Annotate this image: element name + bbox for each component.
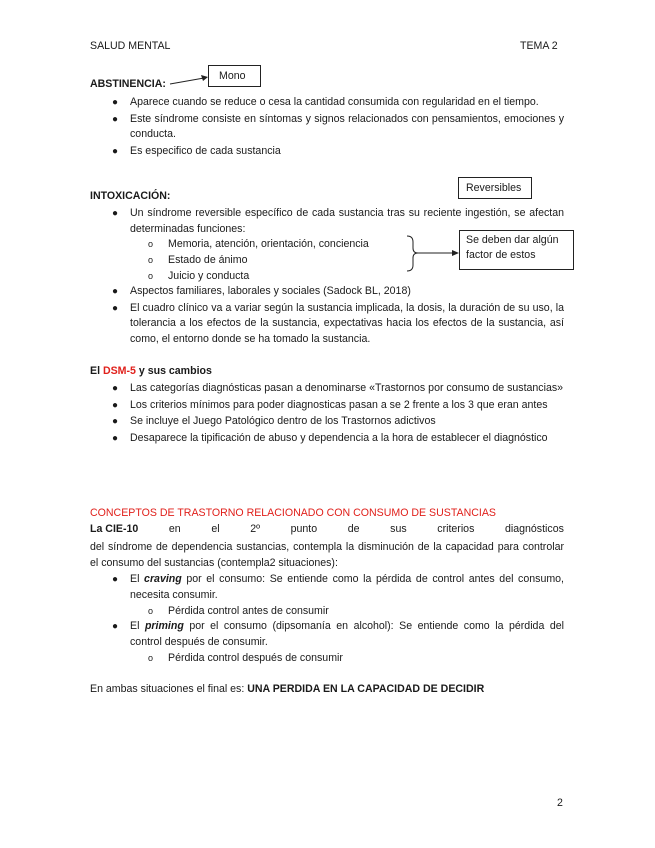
header-topic: TEMA 2 [520, 40, 558, 52]
list-item: o Pérdida control después de consumir [148, 652, 343, 664]
list-item: ● Este síndrome consiste en síntomas y signos relacionados con pensamientos, emociones y conducta. [112, 112, 564, 141]
list-item: ● Las categorías diagnósticas pasan a denominarse «Trastornos por consumo de sustancias» [112, 382, 564, 394]
priming-sublist [148, 650, 343, 666]
dsm-title: El DSM-5 y sus cambios [90, 365, 212, 377]
factor-box: Se deben dar algún factor de estos [459, 230, 574, 270]
list-item: ● Aspectos familiares, laborales y sociales (Sadock BL, 2018) [112, 285, 411, 297]
list-item: ● Se incluye el Juego Patológico dentro de los Trastornos adictivos [112, 415, 436, 428]
list-item: o Juicio y conducta [148, 270, 250, 282]
list-item: ● El priming por el consumo (dipsomanía en alcohol): Se entiende como la pérdida del control después de consumir. [112, 620, 564, 648]
page-number: 2 [557, 797, 563, 809]
arrow-icon [168, 72, 210, 88]
intoxicacion-sublist [148, 236, 369, 284]
list-item: ● Los criterios mínimos para poder diagnosticas pasan a se 2 frente a los 3 que eran antes [112, 398, 548, 411]
final-statement: En ambas situaciones el final es: UNA PERDIDA EN LA CAPACIDAD DE DECIDIR [90, 683, 485, 695]
list-item: o Pérdida control antes de consumir [148, 605, 329, 617]
conceptos-intro-line: La CIE-10 en el 2º punto de sus criterios diagnósticos [90, 523, 564, 535]
craving-list [112, 572, 564, 604]
list-item: ● El craving por el consumo: Se entiende como la pérdida de control antes del consumo, necesita consumir. [112, 573, 564, 601]
list-item: ● El cuadro clínico va a variar según la sustancia implicada, la dosis, la duración de su uso, la tolerancia a los efectos de la sustancia, expectativas hacia los efectos de la sustancia, así como, el entorno donde se ha tomado la sustancia. [112, 301, 564, 345]
reversibles-box: Reversibles [458, 177, 532, 199]
brace-arrow-icon [404, 234, 460, 274]
dsm-list [112, 381, 564, 447]
intoxicacion-list-2 [112, 284, 564, 348]
conceptos-intro-rest: del síndrome de dependencia sustancias, contempla la disminución de la capacidad para controlar el consumo del sustancias (contempla2 situaciones): [90, 541, 564, 569]
list-item: o Memoria, atención, orientación, conciencia [148, 238, 369, 250]
dsm-highlight: DSM-5 [102, 365, 136, 377]
abstinencia-list [112, 95, 564, 160]
conceptos-title: CONCEPTOS DE TRASTORNO RELACIONADO CON CONSUMO DE SUSTANCIAS [90, 507, 496, 519]
header-subject: SALUD MENTAL [90, 40, 171, 52]
list-item: ● Aparece cuando se reduce o cesa la cantidad consumida con regularidad en el tiempo. [112, 96, 539, 108]
list-item: ● Es especifico de cada sustancia [112, 144, 281, 157]
list-item: ● Un síndrome reversible específico de cada sustancia tras su reciente ingestión, se afectan determinadas funciones: [112, 207, 564, 235]
craving-sublist [148, 603, 329, 619]
intoxicacion-title: INTOXICACIÓN: [90, 190, 171, 202]
list-item: o Estado de ánimo [148, 254, 248, 266]
priming-list [112, 619, 564, 651]
abstinencia-title: ABSTINENCIA: [90, 78, 166, 90]
mono-box: Mono [208, 65, 261, 87]
list-item: ● Desaparece la tipificación de abuso y dependencia a la hora de establecer el diagnóstico [112, 431, 548, 444]
